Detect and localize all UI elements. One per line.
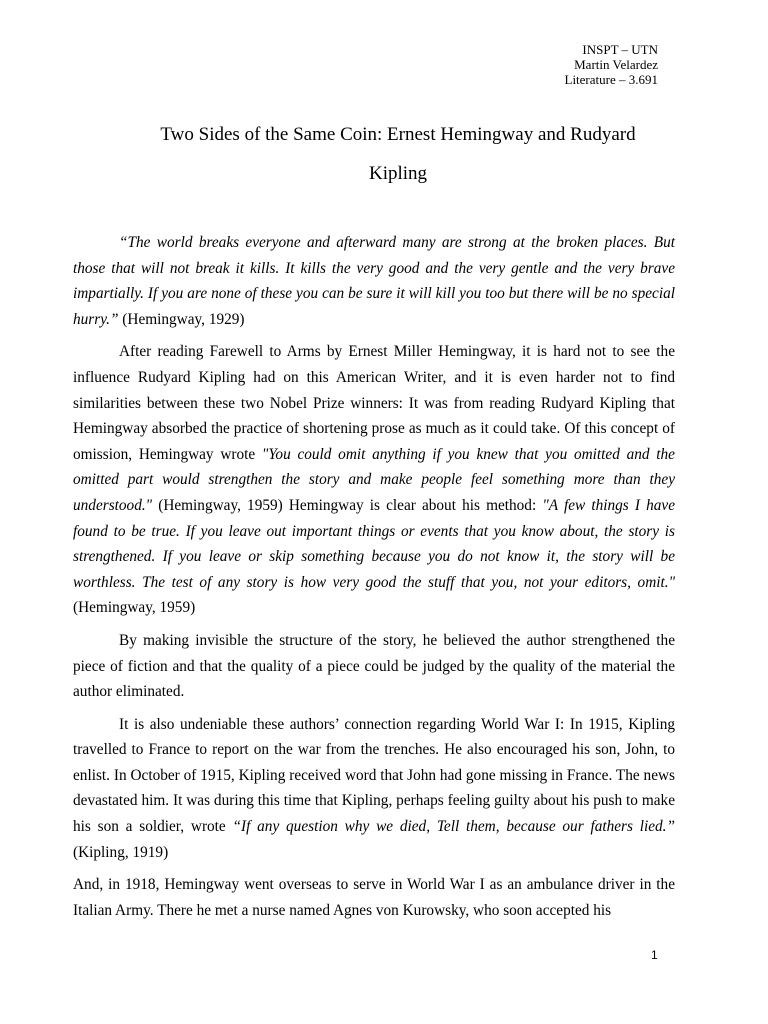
paragraph-text: And, in 1918, Hemingway went overseas to serve in World War I as an ambulance driver in the Italian Army. There he met a nurse named Agnes von Kurowsky, who soon accepted his xyxy=(73,876,675,919)
inline-quote: “If any question why we died, Tell them, because our fathers lied.” xyxy=(232,818,675,836)
header-author: Martin Velardez xyxy=(574,57,658,72)
paragraph-text: It is also undeniable these authors’ connection regarding World War I: In 1915, Kipling travelled to France to report on the war from the trenches. He also encouraged his son, John, to enlist. In October of 1915, Kipling received word that John had gone missing in France. The news devastated him. It was during this time that Kipling, perhaps feeling guilty about his push to make his son a soldier, wrote xyxy=(73,715,675,836)
paragraph-hemingway-1918 xyxy=(73,872,675,923)
paragraph-text: By making invisible the structure of the story, he believed the author strengthened the piece of fiction and that the quality of a piece could be judged by the quality of the material the author eliminated. xyxy=(73,631,675,701)
paragraph-world-war xyxy=(73,712,675,866)
paragraph-text: (Kipling, 1919) xyxy=(73,843,169,861)
title-line-2: Kipling xyxy=(368,163,428,184)
paragraph-text: (Hemingway, 1959) Hemingway is clear about his method: xyxy=(152,496,543,514)
header-course: Literature – 3.691 xyxy=(564,72,658,87)
epigraph-citation: (Hemingway, 1929) xyxy=(118,310,245,328)
paragraph-text: (Hemingway, 1959) xyxy=(73,599,196,617)
page-number: 1 xyxy=(651,948,658,962)
inline-quote: "You could omit anything if you knew that you omitted and the omitted part would strengthen the story and make people feel something more than they understood." xyxy=(73,445,675,514)
paragraph-invisible-structure xyxy=(73,628,675,705)
title-line-1: Two Sides of the Same Coin: Ernest Hemingway and Rudyard xyxy=(160,124,636,145)
document-header xyxy=(565,42,659,87)
header-institution: INSPT – UTN xyxy=(582,42,658,57)
document-body xyxy=(73,230,675,930)
document-title xyxy=(110,115,686,193)
paragraph-omission xyxy=(73,339,675,621)
epigraph-quote: “The world breaks everyone and afterward many are strong at the broken places. But those that will not break it kills. It kills the very good and the very gentle and the very brave impartially. If you are none of these you can be sure it will kill you too but there will be no special hurry.” xyxy=(73,234,675,328)
paragraph-epigraph xyxy=(73,230,675,332)
paragraph-text: After reading Farewell to Arms by Ernest Miller Hemingway, it is hard not to see the influence Rudyard Kipling had on this American Writer, and it is even harder not to find similarities between these two Nobel Prize winners: It was from reading Rudyard Kipling that Hemingway absorbed the practice of shortening prose as much as it could take. Of this concept of omission, Hemingway wrote xyxy=(73,343,675,463)
inline-quote: "A few things I have found to be true. If you leave out important things or events that you know about, the story is strengthened. If you leave or skip something because you do not know it, the story will be worthless. The test of any story is how very good the stuff that you, not your editors, omit." xyxy=(73,496,675,591)
